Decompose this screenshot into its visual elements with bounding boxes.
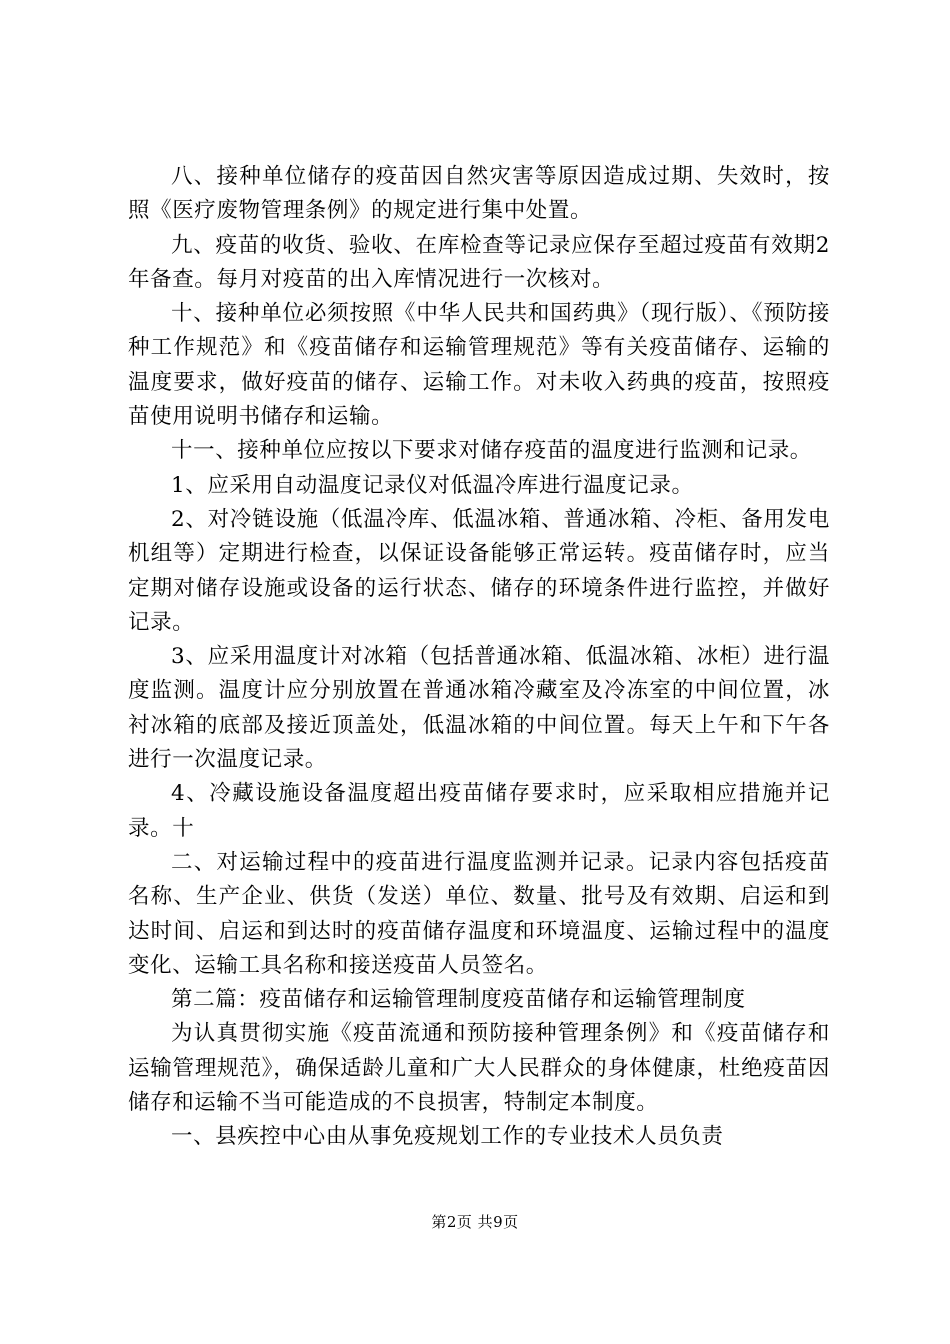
paragraph-subitem-1: 1、应采用自动温度记录仪对低温冷库进行温度记录。 xyxy=(171,472,694,498)
document-body xyxy=(128,160,830,1155)
paragraph-item-9: 九、疫苗的收货、验收、在库检查等记录应保存至超过疫苗有效期2年备查。每月对疫苗的出入库情况进行一次核对。 xyxy=(128,232,830,292)
paragraph-subitem-4: 4、冷藏设施设备温度超出疫苗储存要求时，应采取相应措施并记录。十 xyxy=(128,781,830,841)
page-footer: 第2页 共9页 xyxy=(431,1213,519,1231)
paragraph-intro: 为认真贯彻实施《疫苗流通和预防接种管理条例》和《疫苗储存和运输管理规范》，确保适龄儿童和广大人民群众的身体健康，杜绝疫苗因储存和运输不当可能造成的不良损害，特制定本制度。 xyxy=(128,1021,830,1116)
paragraph-item-10: 十、接种单位必须按照《中华人民共和国药典》（现行版）、《预防接种工作规范》和《疫苗储存和运输管理规范》等有关疫苗储存、运输的温度要求，做好疫苗的储存、运输工作。对未收入药典的疫苗，按照疫苗使用说明书储存和运输。 xyxy=(128,301,830,430)
paragraph-item-1: 一、县疾控中心由从事免疫规划工作的专业技术人员负责 xyxy=(171,1124,724,1150)
paragraph-item-11: 十一、接种单位应按以下要求对储存疫苗的温度进行监测和记录。 xyxy=(171,438,812,464)
paragraph-item-8: 八、接种单位储存的疫苗因自然灾害等原因造成过期、失效时，按照《医疗废物管理条例》的规定进行集中处置。 xyxy=(128,164,830,224)
section-heading: 第二篇：疫苗储存和运输管理制度疫苗储存和运输管理制度 xyxy=(171,987,746,1013)
paragraph-subitem-2: 2、对冷链设施（低温冷库、低温冰箱、普通冰箱、冷柜、备用发电机组等）定期进行检查，以保证设备能够正常运转。疫苗储存时，应当定期对储存设施或设备的运行状态、储存的环境条件进行监控，并做好记录。 xyxy=(128,506,830,635)
paragraph-item-12: 二、对运输过程中的疫苗进行温度监测并记录。记录内容包括疫苗名称、生产企业、供货（发送）单位、数量、批号及有效期、启运和到达时间、启运和到达时的疫苗储存温度和环境温度、运输过程中的温度变化、运输工具名称和接送疫苗人员签名。 xyxy=(128,849,830,978)
paragraph-subitem-3: 3、应采用温度计对冰箱（包括普通冰箱、低温冰箱、冰柜）进行温度监测。温度计应分别放置在普通冰箱冷藏室及冷冻室的中间位置，冰衬冰箱的底部及接近顶盖处，低温冰箱的中间位置。每天上午和下午各进行一次温度记录。 xyxy=(128,644,830,773)
